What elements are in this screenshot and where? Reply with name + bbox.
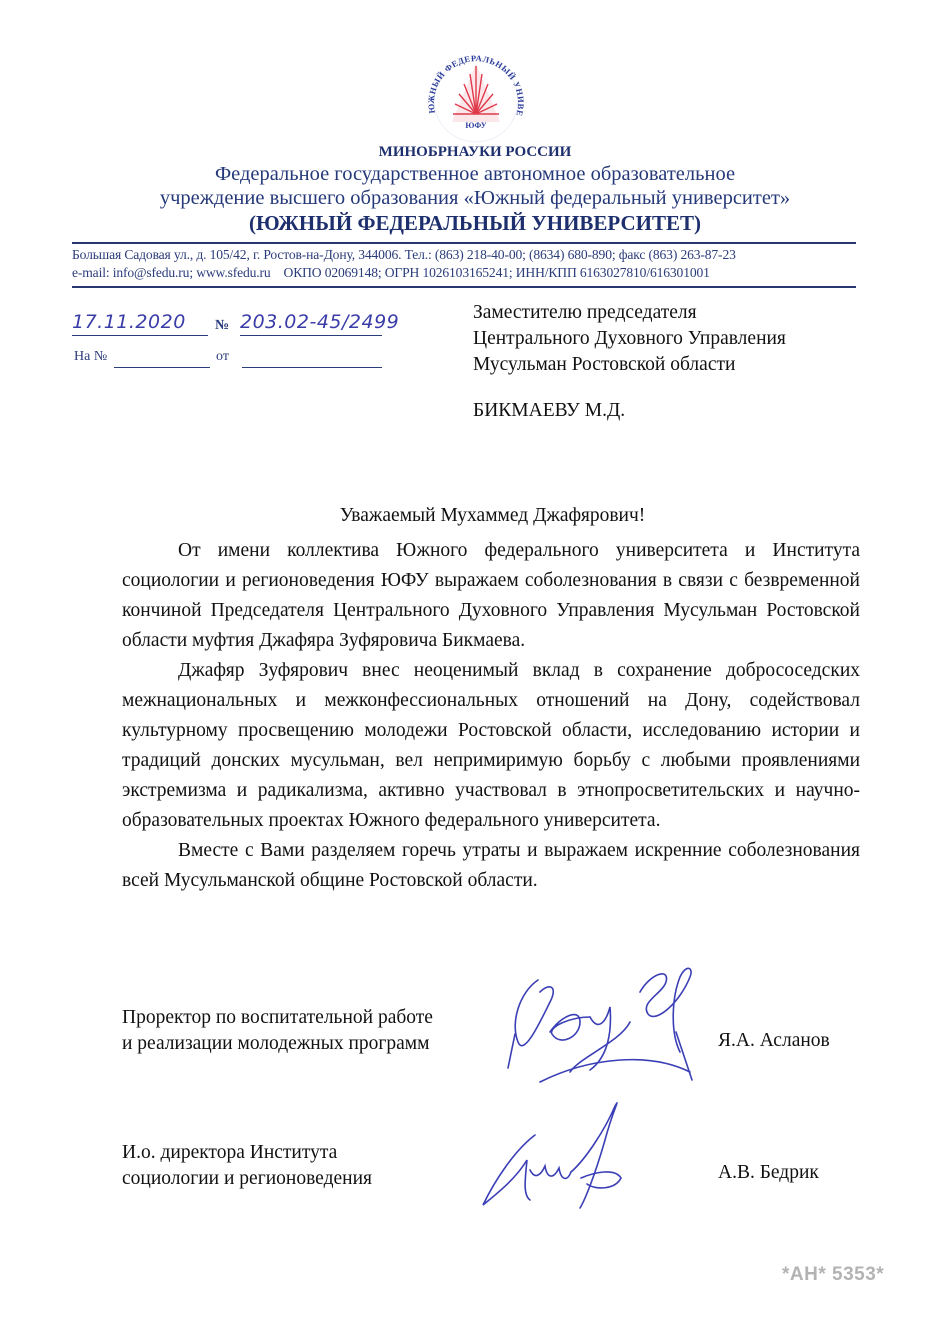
letter-paragraph: От имени коллектива Южного федерального университета и Института социологии и регионоведения ЮФУ выражаем соболезнования в связи с безвременной кончиной Председателя Центрального Духовного Управления Мусульман Ростовской области муфтия Джафяра Зуфяровича Бикмаева. (122, 540, 860, 651)
signatory-title (122, 1005, 433, 1057)
signatory-title (122, 1140, 372, 1192)
number-label: № (215, 318, 230, 333)
ref-from-label: от (216, 349, 229, 364)
sfedu-logo-icon (408, 36, 540, 144)
addressee-name: БИКМАЕВУ М.Д. (473, 400, 626, 421)
ministry-name: МИНОБРНАУКИ РОССИИ (378, 144, 572, 160)
header-divider-bottom (72, 286, 856, 288)
ref-number-field (114, 352, 210, 368)
header-divider-top (72, 242, 856, 244)
document-stamp-code: *АН* 5353* (782, 1264, 885, 1285)
addressee-block (473, 300, 786, 378)
letter-paragraph: Джафяр Зуфярович внес неоценимый вклад в сохранение добрососедских межнациональных и межконфессиональных отношений на Дону, содействовал культурному просвещению молодежи Ростовской области, исследованию истории и традиций донских мусульман, вел непримиримую борьбу с любыми проявлениями экстремизма и радикализма, активно участвовал в этнопросветительских и научно-образовательных проектах Южного федерального университета. (122, 660, 860, 831)
handwritten-signature-icon (475, 1100, 645, 1225)
logo-center-text: ЮФУ (465, 121, 487, 130)
outgoing-number: 203.02-45/2499 (240, 311, 400, 333)
ref-date-field (242, 352, 382, 368)
addressee-line: Центрального Духовного Управления (473, 328, 786, 349)
ref-number-label: На № (74, 349, 108, 364)
addressee-line: Заместителю председателя (473, 302, 697, 323)
letter-body (122, 536, 860, 896)
greeting: Уважаемый Мухаммед Джафярович! (339, 505, 646, 526)
signatory-title-line: Проректор по воспитательной работе (122, 1007, 433, 1028)
signatory-title-line: И.о. директора Института (122, 1142, 338, 1163)
org-name-line1: Федеральное государственное автономное образовательное (214, 163, 736, 185)
contact-address-line: Большая Садовая ул., д. 105/42, г. Ростов-на-Дону, 344006. Тел.: (863) 218-40-00; (8634) 680-890; факс (863) 263-87-23 (72, 247, 736, 262)
contact-registry-line: e-mail: info@sfedu.ru; www.sfedu.ru ОКПО 02069148; ОГРН 1026103165241; ИНН/КПП 6163027810/616301001 (72, 265, 710, 280)
signatory-title-line: социологии и регионоведения (122, 1168, 372, 1189)
signatory-name: Я.А. Асланов (718, 1030, 830, 1051)
addressee-line: Мусульман Ростовской области (473, 354, 736, 375)
number-field (240, 311, 400, 336)
org-name-line2: учреждение высшего образования «Южный федеральный университет» (159, 187, 791, 209)
signatory-name: А.В. Бедрик (718, 1162, 819, 1183)
signatory-title-line: и реализации молодежных программ (122, 1033, 430, 1054)
outgoing-date: 17.11.2020 (72, 311, 186, 333)
date-field (72, 311, 208, 336)
letter-paragraph: Вместе с Вами разделяем горечь утраты и выражаем искренние соболезнования всей Мусульманской общине Ростовской области. (122, 840, 860, 891)
logo-rays (452, 64, 500, 122)
org-short-name: (ЮЖНЫЙ ФЕДЕРАЛЬНЫЙ УНИВЕРСИТЕТ) (248, 211, 702, 235)
handwritten-signature-icon (480, 962, 720, 1087)
university-logo (408, 36, 540, 144)
logo-ring-text: ЮЖНЫЙ ФЕДЕРАЛЬНЫЙ УНИВЕРСИТЕТ (408, 36, 527, 118)
